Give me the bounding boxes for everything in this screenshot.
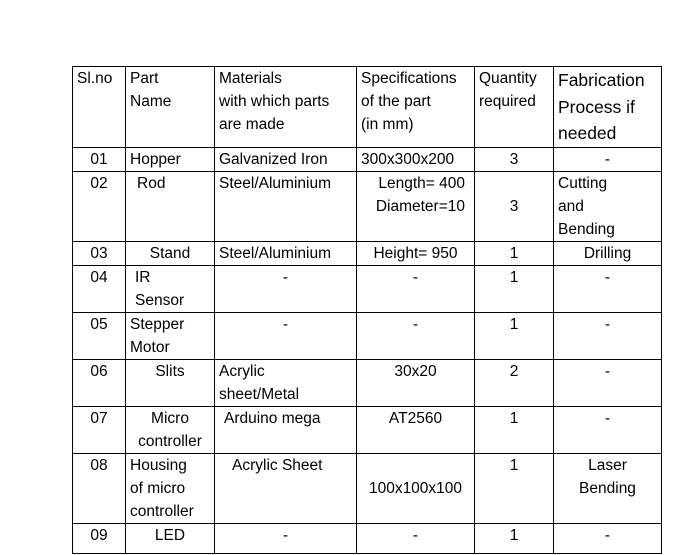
row-part: IR Sensor	[126, 265, 215, 312]
row-qty: 1	[475, 265, 554, 312]
row-slno: 06	[73, 359, 126, 406]
row-slno: 02	[73, 171, 126, 241]
table-row	[73, 171, 662, 241]
row-spec: AT2560	[357, 406, 475, 453]
parts-table	[72, 66, 662, 554]
row-fab: Laser Bending	[554, 453, 662, 523]
row-qty: 1	[475, 241, 554, 265]
table-row	[73, 312, 662, 359]
row-spec: 300x300x200	[357, 147, 475, 171]
row-slno: 04	[73, 265, 126, 312]
row-material: Steel/Aluminium	[215, 241, 357, 265]
row-spec: -	[357, 312, 475, 359]
row-qty: 3	[475, 147, 554, 171]
row-fab: -	[554, 147, 662, 171]
row-part: Housing of micro controller	[126, 453, 215, 523]
row-qty: 2	[475, 359, 554, 406]
row-material: Acrylic sheet/Metal	[215, 359, 357, 406]
row-spec: 30x20	[357, 359, 475, 406]
header-materials: Materials with which parts are made	[215, 67, 357, 148]
row-part: Slits	[126, 359, 215, 406]
header-part-name: Part Name	[126, 67, 215, 148]
row-material: Galvanized Iron	[215, 147, 357, 171]
row-spec: -	[357, 265, 475, 312]
row-fab: Cutting and Bending	[554, 171, 662, 241]
header-quantity: Quantity required	[475, 67, 554, 148]
row-qty: 1	[475, 453, 554, 523]
row-fab: -	[554, 265, 662, 312]
row-qty: 1	[475, 523, 554, 553]
table-row	[73, 453, 662, 523]
table-row	[73, 523, 662, 553]
row-qty: 1	[475, 406, 554, 453]
row-material: -	[215, 312, 357, 359]
row-spec: Height= 950	[357, 241, 475, 265]
row-fab: Drilling	[554, 241, 662, 265]
row-slno: 09	[73, 523, 126, 553]
row-material: Arduino mega	[215, 406, 357, 453]
row-part: Stepper Motor	[126, 312, 215, 359]
row-fab: -	[554, 312, 662, 359]
row-qty: 3	[475, 171, 554, 241]
row-part: Micro controller	[126, 406, 215, 453]
table-row	[73, 359, 662, 406]
row-fab: -	[554, 523, 662, 553]
row-material: Steel/Aluminium	[215, 171, 357, 241]
row-qty: 1	[475, 312, 554, 359]
header-fabrication: Fabrication Process if needed	[554, 67, 662, 148]
table-row	[73, 147, 662, 171]
header-specifications: Specifications of the part (in mm)	[357, 67, 475, 148]
row-part: Rod	[126, 171, 215, 241]
row-slno: 07	[73, 406, 126, 453]
row-material: Acrylic Sheet	[215, 453, 357, 523]
row-fab: -	[554, 406, 662, 453]
row-part: Stand	[126, 241, 215, 265]
header-row	[73, 67, 662, 148]
row-slno: 05	[73, 312, 126, 359]
row-slno: 01	[73, 147, 126, 171]
row-slno: 03	[73, 241, 126, 265]
row-part: LED	[126, 523, 215, 553]
table-row	[73, 406, 662, 453]
row-spec: 100x100x100	[357, 453, 475, 523]
row-material: -	[215, 265, 357, 312]
header-slno: Sl.no	[73, 67, 126, 148]
table-row	[73, 265, 662, 312]
row-slno: 08	[73, 453, 126, 523]
row-fab: -	[554, 359, 662, 406]
table-row	[73, 241, 662, 265]
row-material: -	[215, 523, 357, 553]
row-spec: -	[357, 523, 475, 553]
row-spec: Length= 400 Diameter=10	[357, 171, 475, 241]
row-part: Hopper	[126, 147, 215, 171]
